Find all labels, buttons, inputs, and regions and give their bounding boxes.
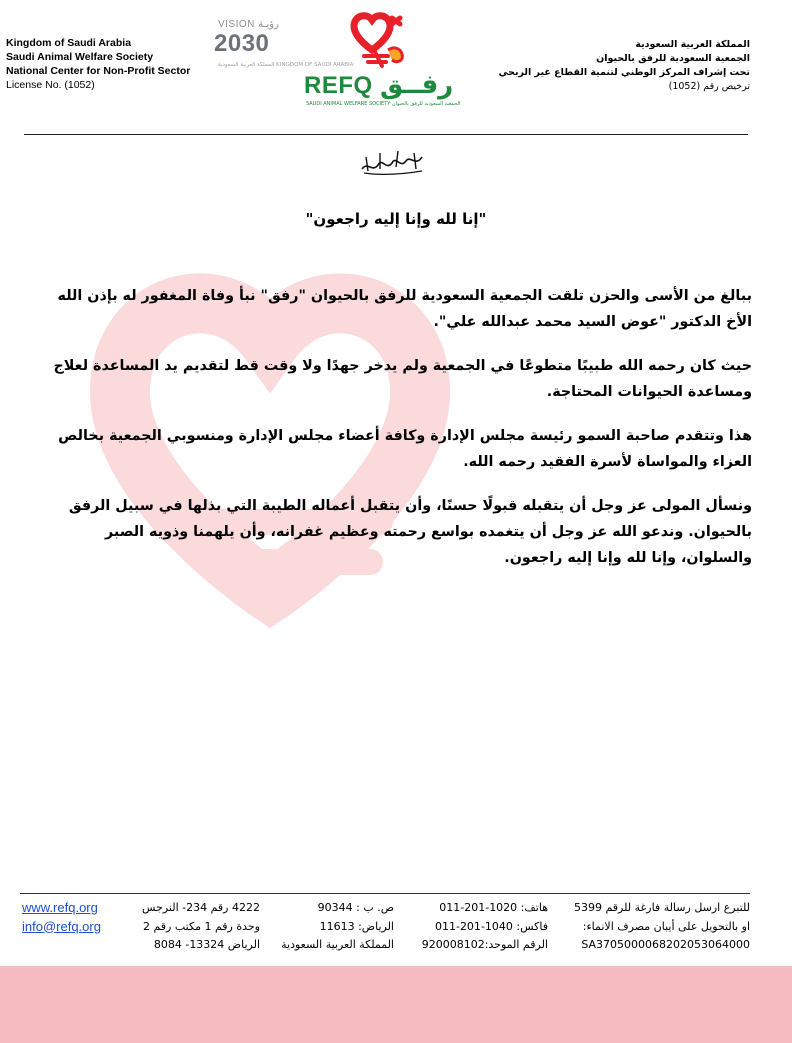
footer-divider (20, 893, 750, 894)
pobox-line-1: ص. ب : 90344 (317, 901, 394, 914)
header-right-line-3: تحت إشراف المركز الوطني لتنمية القطاع غير الربحي (498, 67, 750, 78)
footer-donation (552, 899, 750, 955)
footer-links (22, 899, 101, 936)
header-left-line-2: Saudi Animal Welfare Society (6, 51, 154, 63)
phone-line: هاتف: 1020-201-011 (439, 901, 548, 914)
vision-2030-logo (212, 14, 354, 86)
header-right-license: ترخيص رقم (1052) (668, 81, 750, 92)
paragraph-1: ببالغ من الأسى والحزن تلقت الجمعية السعودية للرفق بالحيوان "رفق" نبأ وفاة المغفور له بإذن الله الأخ الدكتور "عوض السيد محمد عبدالله علي". (57, 288, 752, 330)
footer-pobox (272, 899, 394, 955)
pobox-line-3: المملكة العربية السعودية (281, 938, 394, 951)
email-link[interactable]: info@refq.org (22, 918, 101, 934)
website-link[interactable]: www.refq.org (22, 900, 98, 915)
address-line-1: 4222 رقم 234- النرجس (142, 901, 260, 914)
footer-address (120, 899, 260, 955)
refq-tagline: SAUDI ANIMAL WELFARE SOCIETY الجمعية السعودية للرفق بالحيوان (306, 101, 461, 107)
header-right-line-2: الجمعية السعودية للرفق بالحيوان (596, 53, 750, 64)
refq-heart-cat-icon (344, 10, 414, 70)
header-left (6, 36, 206, 92)
letter-body (40, 283, 752, 589)
pobox-line-2: الرياض: 11613 (319, 919, 394, 933)
donation-iban-label: او بالتحويل على أيبان مصرف الانماء: (582, 919, 750, 933)
refq-arabic-wordmark: رفــق (380, 70, 454, 100)
header-divider (24, 134, 748, 135)
paragraph-4: ونسأل المولى عز وجل أن يتقبله قبولًا حسنًا، وأن يتقبل أعماله الطيبة التي بذلها في سبيل الرفق بالحيوان. وندعو الله عز وجل أن يتغمده بواسع رحمته وعظيم غفرانه، وأن يلهمنا وذويه الصبر والسلوان، وإنا لله وإنا إليه راجعون. (68, 498, 752, 566)
basmala-calligraphy (358, 147, 428, 177)
donation-sms-line: للتبرع ارسل رسالة فارغة للرقم 5399 (573, 901, 750, 914)
vision-number: 2030 (214, 30, 270, 57)
paragraph-3: هذا وتتقدم صاحبة السمو رئيسة مجلس الإدارة وكافة أعضاء مجلس الإدارة ومنسوبي الجمعية بخالص العزاء والمواساة لأسرة الفقيد رحمه الله. (58, 428, 752, 470)
footer-phones (406, 899, 548, 955)
refq-logo (304, 10, 472, 106)
vision-subtitle: المملكة العربية السعودية KINGDOM OF SAUDI ARABIA (218, 62, 354, 68)
bottom-pink-band (0, 966, 792, 1043)
header-right-line-1: المملكة العربية السعودية (635, 39, 750, 50)
address-line-2: وحدة رقم 1 مكتب رقم 2 (142, 919, 260, 933)
fax-line: فاكس: 1040-201-011 (434, 919, 548, 933)
document-title: "إنا لله وإنا إليه راجعون" (305, 210, 487, 228)
donation-iban-number: SA3705000068202053064000 (581, 938, 750, 951)
header-left-license: License No. (1052) (6, 79, 95, 91)
unified-number-line: الرقم الموحد:920008102 (421, 938, 548, 951)
header-right (450, 38, 750, 94)
address-line-3: الرياض 13324- 8084 (153, 938, 260, 951)
header-left-line-3: National Center for Non-Profit Sector (6, 65, 191, 77)
vision-top-text: VISION رؤيـة (218, 19, 279, 30)
refq-english-wordmark: REFQ (304, 72, 373, 99)
header-left-line-1: Kingdom of Saudi Arabia (6, 37, 132, 49)
paragraph-2: حيث كان رحمه الله طبيبًا متطوعًا في الجمعية ولم يدخر جهدًا ولا وقت قط لتقديم يد المساعدة لعلاج ومساعدة الحيوانات المحتاجة. (53, 358, 752, 400)
